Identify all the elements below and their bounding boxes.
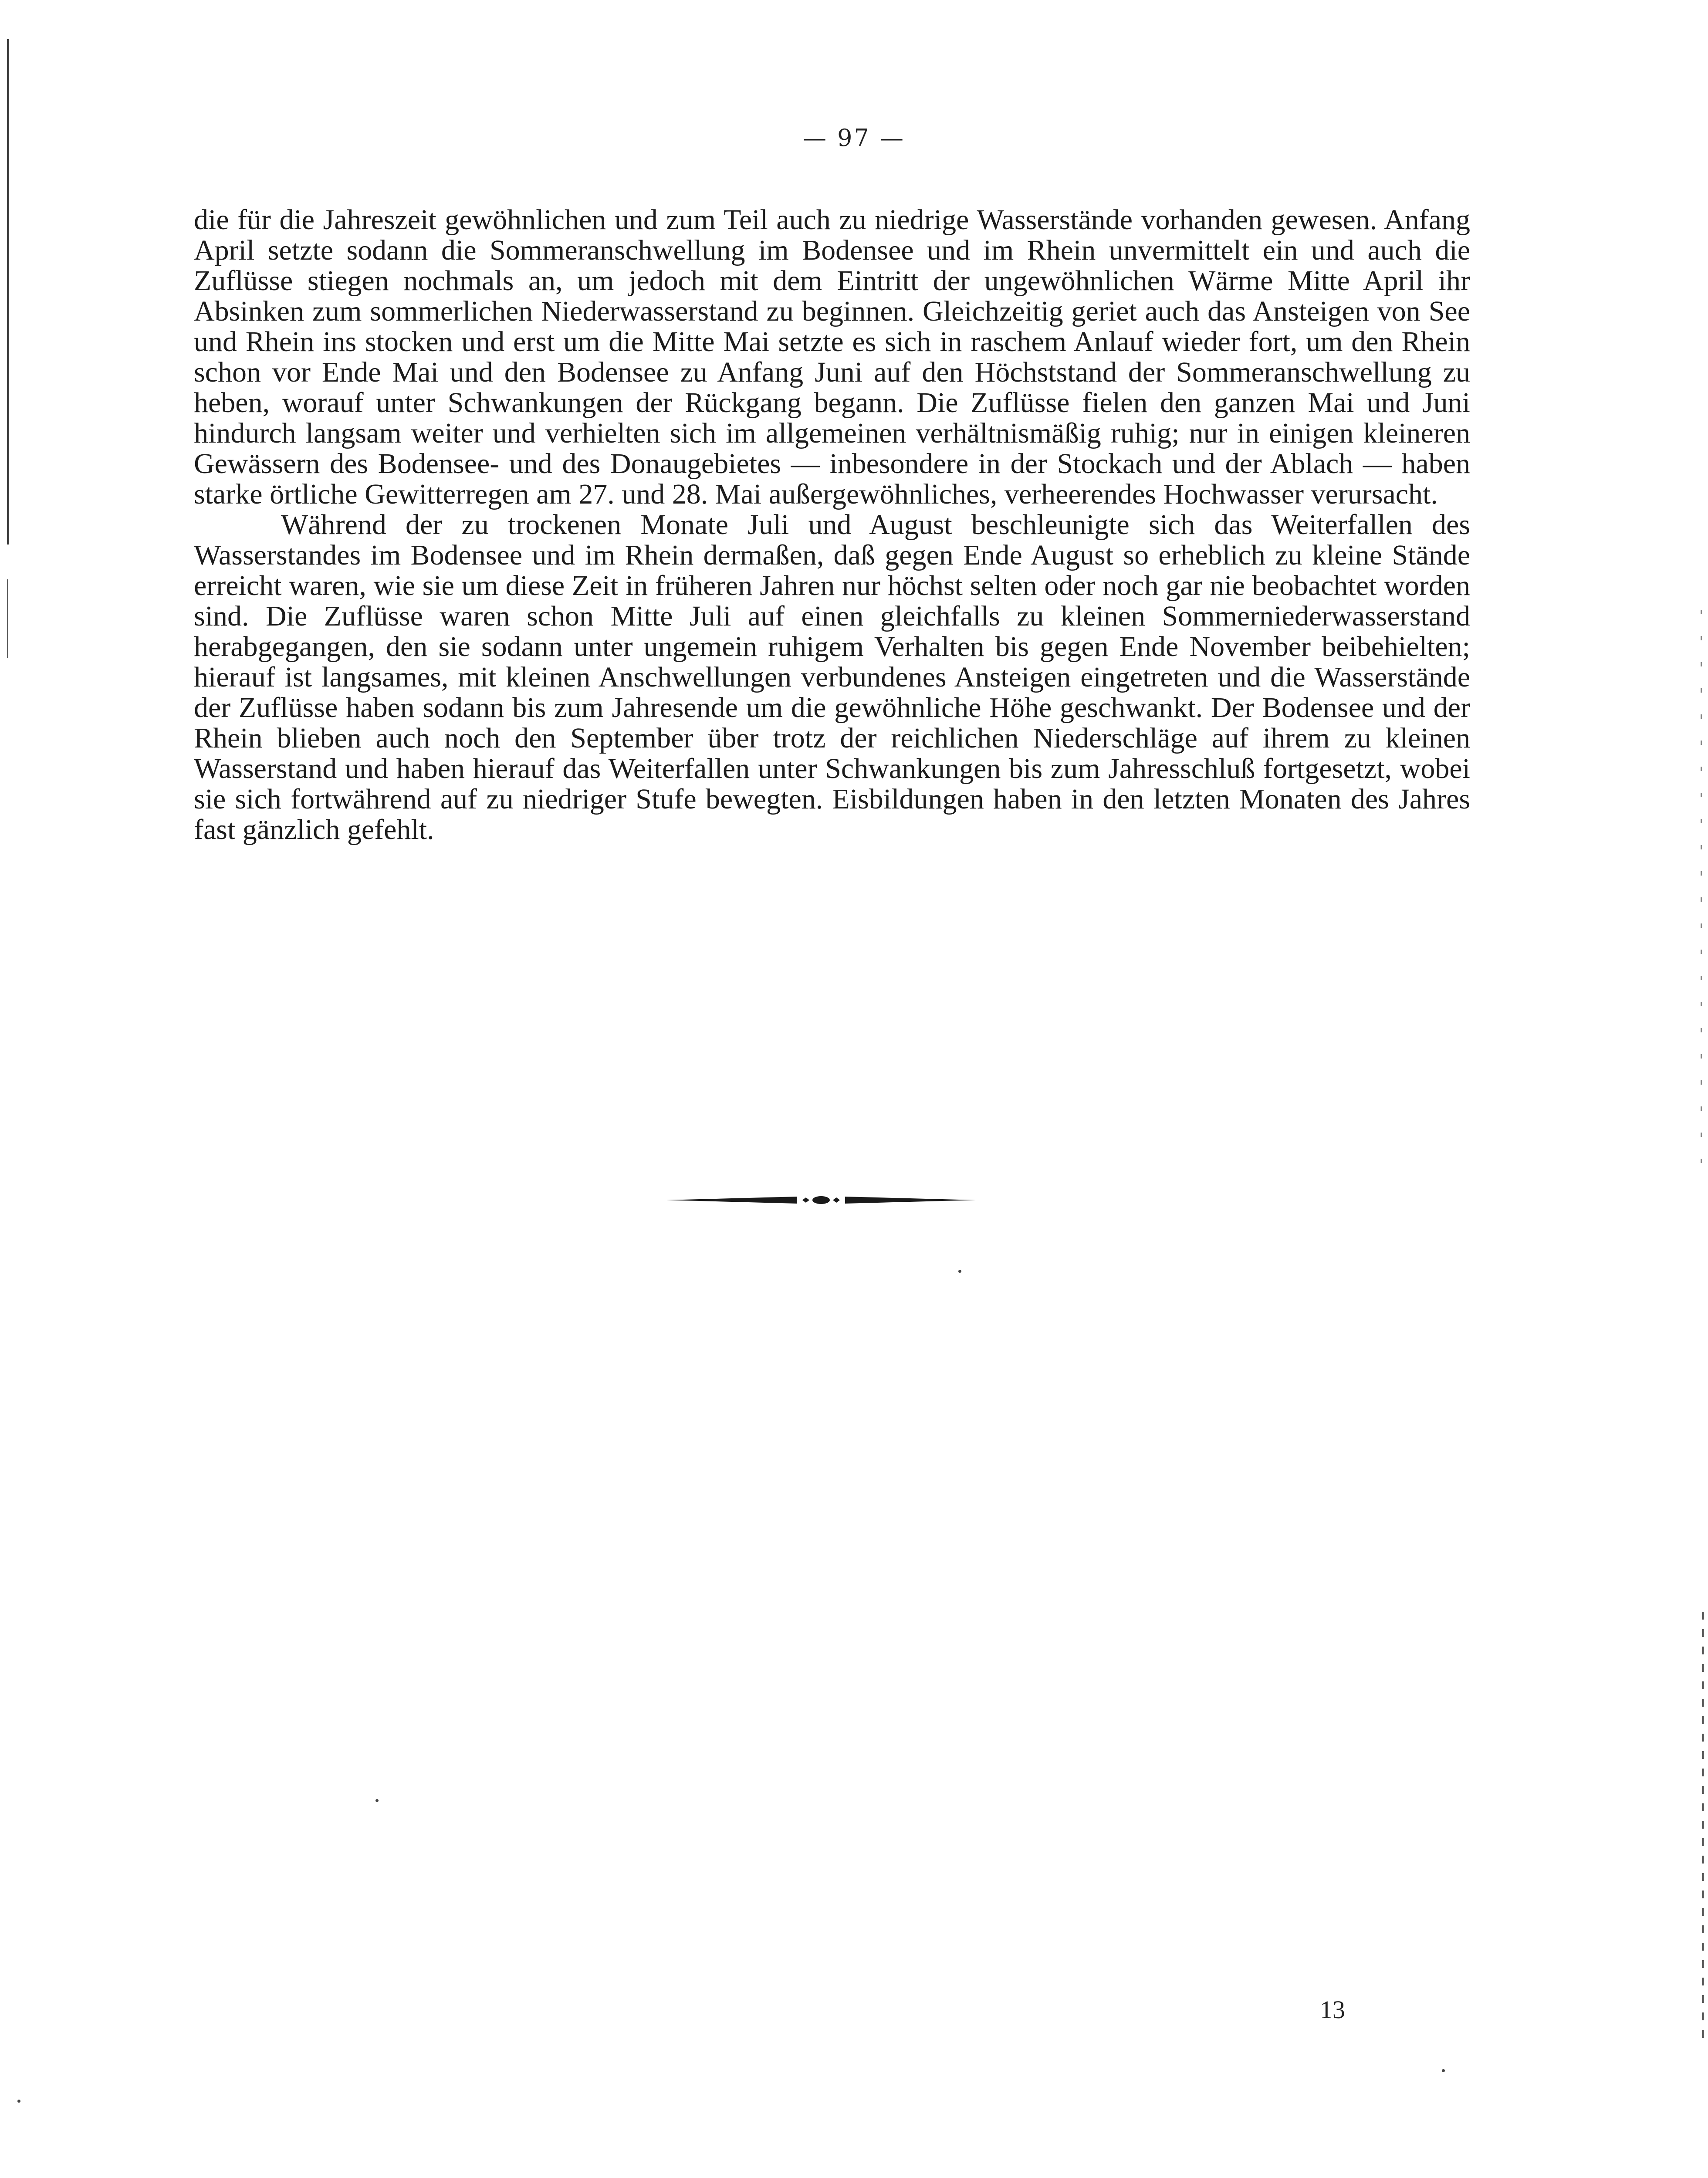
scan-edge-left-lower <box>7 579 8 658</box>
scan-speck <box>17 2100 20 2103</box>
paragraph-1: die für die Jahreszeit gewöhnlichen und zum Teil auch zu niedrige Wasserstände vorhanden gewesen. Anfang April setzte sodann die Sommeranschwellung im Bodensee und im Rhein unvermittelt ein und auch die Zuflüsse stiegen nochmals an, um jedoch mit dem Eintritt der ungewöhnlichen Wärme Mitte April ihr Absinken zum sommerlichen Niederwasserstand zu beginnen. Gleichzeitig geriet auch das Ansteigen von See und Rhein ins stocken und erst um die Mitte Mai setzte es sich in raschem Anlauf wieder fort, um den Rhein schon vor Ende Mai und den Bodensee zu Anfang Juni auf den Höchststand der Sommeranschwellung zu heben, worauf unter Schwankungen der Rückgang begann. Die Zuflüsse fielen den ganzen Mai und Juni hindurch langsam weiter und verhielten sich im allgemeinen verhältnismäßig ruhig; nur in einigen kleineren Gewässern des Bodensee- und des Donaugebietes — inbesondere in der Stockach und der Ablach — haben starke örtliche Gewitterregen am 27. und 28. Mai außergewöhnliches, verheerendes Hochwasser verursacht. <box>194 204 1470 510</box>
scan-speck <box>1442 2069 1445 2072</box>
scan-edge-right <box>1702 1612 1704 2047</box>
body-text <box>194 205 1470 845</box>
page-number: — 97 — <box>802 124 906 152</box>
scan-edge-left <box>7 39 9 544</box>
end-ornament-icon <box>666 1191 976 1209</box>
scan-speck <box>958 1270 961 1273</box>
scan-edge-right-upper <box>1701 610 1702 1176</box>
paragraph-2: Während der zu trockenen Monate Juli und August beschleunigte sich das Weiterfallen des Wasserstandes im Bodensee und im Rhein dermaßen, daß gegen Ende August so erheblich zu kleine Stände erreicht waren, wie sie um diese Zeit in früheren Jahren nur höchst selten oder noch gar nie beobachtet worden sind. Die Zuflüsse waren schon Mitte Juli auf einen gleichfalls zu kleinen Sommerniederwasserstand herabgegangen, den sie sodann unter ungemein ruhigem Verhalten bis gegen Ende November beibehielten; hierauf ist langsames, mit kleinen Anschwellungen verbundenes Ansteigen eingetreten und die Wasserstände der Zuflüsse haben sodann bis zum Jahresende um die gewöhnliche Höhe geschwankt. Der Bodensee und der Rhein blieben auch noch den September über trotz der reichlichen Niederschläge auf ihrem zu kleinen Wasserstand und haben hierauf das Weiterfallen unter Schwankungen bis zum Jahresschluß fortgesetzt, wobei sie sich fortwährend auf zu niedriger Stufe bewegten. Eisbildungen haben in den letzten Monaten des Jahres fast gänzlich gefehlt. <box>194 509 1470 845</box>
scan-speck <box>375 1799 379 1802</box>
signature-mark: 13 <box>1320 1995 1345 2024</box>
